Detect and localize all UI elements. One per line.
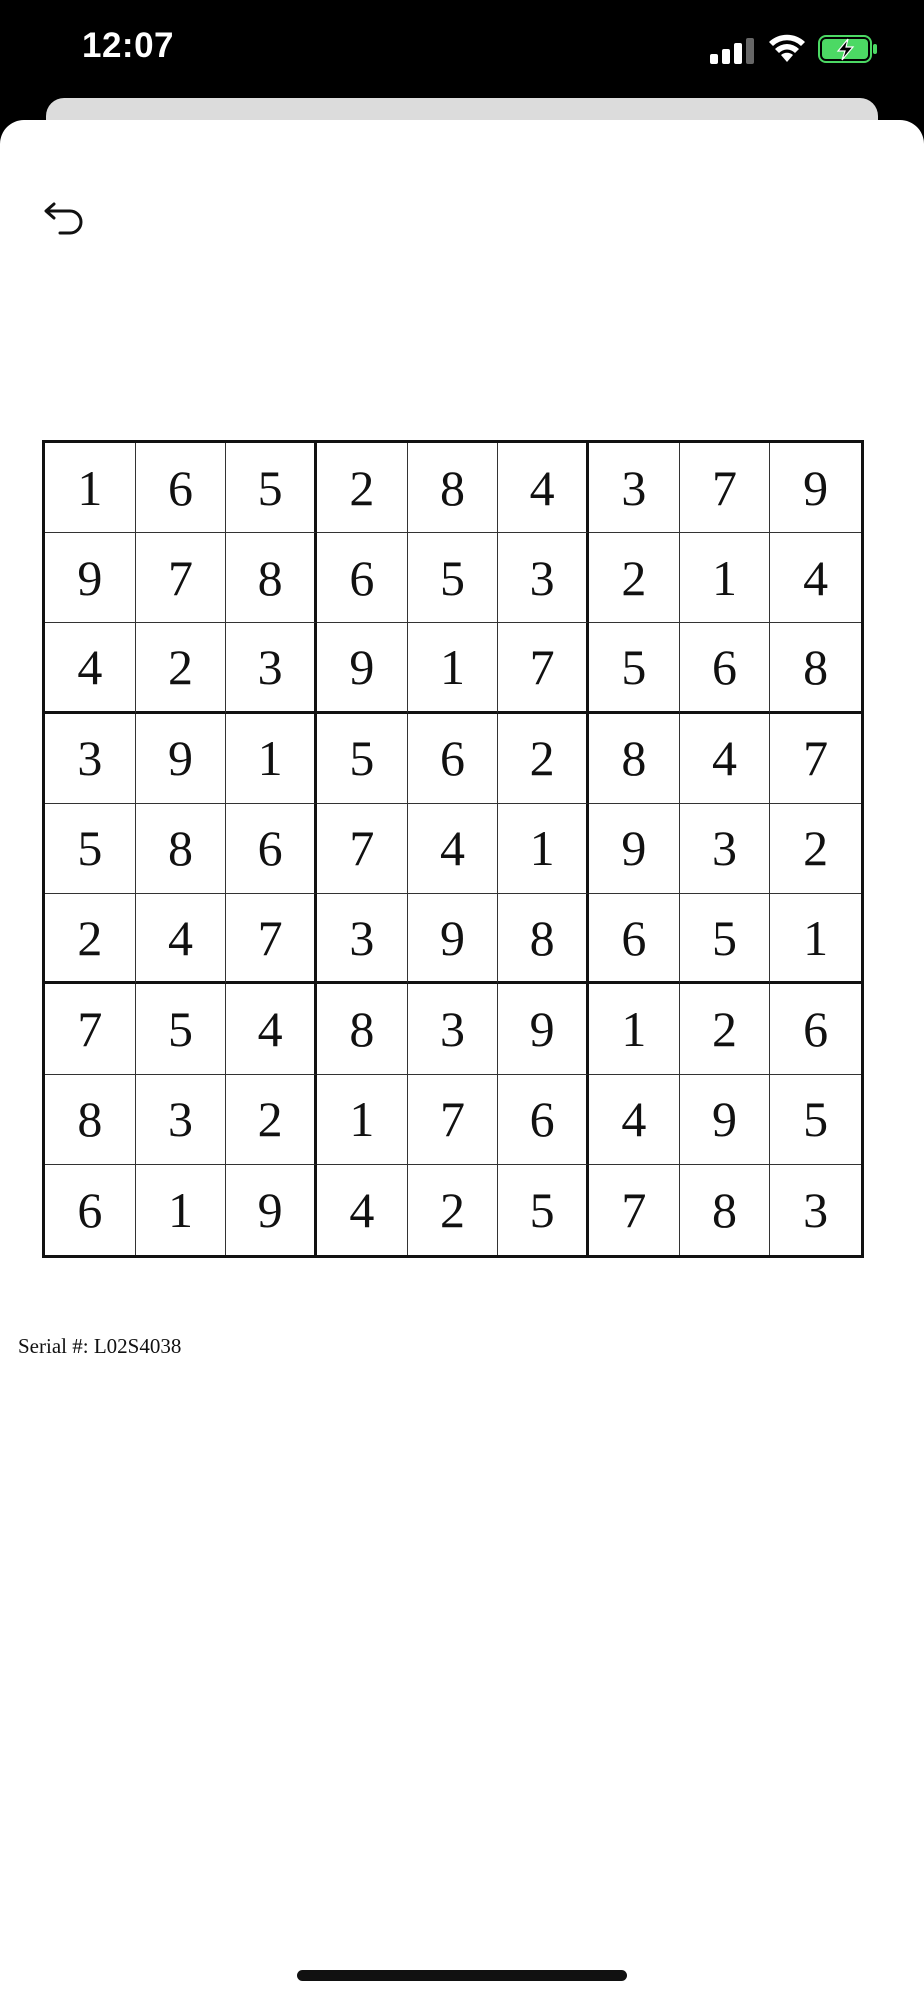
sudoku-cell[interactable]: 5 (226, 443, 317, 533)
sudoku-board (42, 440, 864, 1258)
sudoku-cell[interactable]: 3 (498, 533, 589, 623)
sudoku-cell[interactable]: 6 (680, 623, 771, 713)
sudoku-cell[interactable]: 1 (498, 804, 589, 894)
sudoku-cell[interactable]: 1 (770, 894, 861, 984)
sudoku-cell[interactable]: 3 (136, 1075, 227, 1165)
sudoku-cell[interactable]: 3 (408, 984, 499, 1074)
sudoku-cell[interactable]: 2 (498, 714, 589, 804)
sudoku-cell[interactable]: 1 (317, 1075, 408, 1165)
sudoku-cell[interactable]: 9 (770, 443, 861, 533)
sudoku-cell[interactable]: 6 (45, 1165, 136, 1255)
sudoku-cell[interactable]: 9 (45, 533, 136, 623)
sudoku-cell[interactable]: 9 (498, 984, 589, 1074)
sudoku-cell[interactable]: 2 (226, 1075, 317, 1165)
serial-number: Serial #: L02S4038 (18, 1334, 182, 1358)
sudoku-cell[interactable]: 9 (680, 1075, 771, 1165)
sudoku-cell[interactable]: 7 (498, 623, 589, 713)
sudoku-grid (45, 443, 861, 1255)
sudoku-cell[interactable]: 6 (226, 804, 317, 894)
sudoku-cell[interactable]: 8 (45, 1075, 136, 1165)
sudoku-cell[interactable]: 6 (136, 443, 227, 533)
sudoku-cell[interactable]: 5 (770, 1075, 861, 1165)
sudoku-cell[interactable]: 3 (803, 1181, 829, 1238)
sudoku-cell[interactable]: 6 (589, 894, 680, 984)
sudoku-cell[interactable]: 5 (680, 894, 771, 984)
sudoku-cell[interactable]: 8 (136, 804, 227, 894)
sudoku-cell[interactable]: 9 (589, 804, 680, 894)
sudoku-cell[interactable]: 4 (680, 714, 771, 804)
sudoku-cell[interactable]: 6 (498, 1075, 589, 1165)
sudoku-cell[interactable]: 4 (136, 894, 227, 984)
sudoku-cell[interactable]: 8 (680, 1165, 771, 1255)
sudoku-cell[interactable]: 9 (226, 1165, 317, 1255)
sudoku-cell[interactable]: 5 (45, 804, 136, 894)
sudoku-cell[interactable]: 2 (317, 443, 408, 533)
sudoku-cell[interactable]: 1 (408, 623, 499, 713)
sudoku-cell[interactable]: 2 (770, 804, 861, 894)
sudoku-cell[interactable]: 3 (317, 894, 408, 984)
sudoku-cell[interactable]: 8 (317, 984, 408, 1074)
sudoku-cell[interactable]: 7 (45, 984, 136, 1074)
sudoku-cell[interactable]: 7 (136, 533, 227, 623)
signal-icon (710, 38, 754, 64)
sudoku-cell[interactable]: 2 (408, 1165, 499, 1255)
sudoku-cell[interactable]: 4 (45, 623, 136, 713)
sudoku-cell[interactable]: 4 (226, 984, 317, 1074)
sudoku-cell[interactable]: 4 (589, 1075, 680, 1165)
sudoku-cell[interactable]: 7 (680, 443, 771, 533)
status-bar (0, 0, 924, 100)
undo-icon[interactable] (40, 190, 92, 242)
home-indicator[interactable] (297, 1970, 627, 1981)
sudoku-cell[interactable]: 4 (317, 1165, 408, 1255)
sudoku-cell[interactable]: 9 (317, 623, 408, 713)
sudoku-cell[interactable]: 8 (770, 623, 861, 713)
sudoku-cell[interactable]: 1 (589, 984, 680, 1074)
sudoku-cell[interactable]: 4 (408, 804, 499, 894)
sudoku-cell[interactable]: 4 (498, 443, 589, 533)
sudoku-cell[interactable]: 5 (498, 1165, 589, 1255)
sudoku-cell[interactable]: 3 (45, 714, 136, 804)
sudoku-cell[interactable]: 1 (680, 533, 771, 623)
sudoku-cell[interactable]: 8 (408, 443, 499, 533)
battery-charging-icon (818, 34, 878, 64)
sudoku-cell[interactable]: 7 (770, 714, 861, 804)
sudoku-cell[interactable]: 6 (317, 533, 408, 623)
wifi-icon (768, 32, 806, 64)
sudoku-cell[interactable]: 7 (226, 894, 317, 984)
sudoku-cell[interactable]: 2 (136, 623, 227, 713)
sudoku-cell[interactable]: 2 (589, 533, 680, 623)
status-time: 12:07 (82, 26, 175, 65)
sudoku-cell[interactable]: 6 (770, 984, 861, 1074)
sudoku-cell[interactable]: 3 (226, 623, 317, 713)
sudoku-cell[interactable]: 6 (408, 714, 499, 804)
sudoku-cell[interactable]: 7 (317, 804, 408, 894)
sudoku-cell[interactable]: 8 (226, 533, 317, 623)
sudoku-cell[interactable]: 1 (136, 1165, 227, 1255)
sudoku-cell[interactable]: 5 (317, 714, 408, 804)
sudoku-cell[interactable]: 7 (589, 1165, 680, 1255)
sudoku-cell[interactable]: 9 (408, 894, 499, 984)
sudoku-cell[interactable]: 2 (45, 894, 136, 984)
sudoku-cell[interactable]: 2 (680, 984, 771, 1074)
sudoku-cell[interactable]: 4 (770, 533, 861, 623)
sudoku-cell[interactable]: 1 (226, 714, 317, 804)
sudoku-cell[interactable]: 5 (589, 623, 680, 713)
sudoku-cell[interactable]: 8 (589, 714, 680, 804)
sudoku-cell[interactable]: 1 (45, 443, 136, 533)
sudoku-cell[interactable]: 5 (408, 533, 499, 623)
sudoku-cell[interactable]: 3 (680, 804, 771, 894)
sudoku-cell[interactable]: 9 (136, 714, 227, 804)
sudoku-cell[interactable]: 7 (408, 1075, 499, 1165)
sudoku-cell[interactable]: 3 (589, 443, 680, 533)
sudoku-cell[interactable]: 5 (136, 984, 227, 1074)
sudoku-cell[interactable]: 8 (498, 894, 589, 984)
